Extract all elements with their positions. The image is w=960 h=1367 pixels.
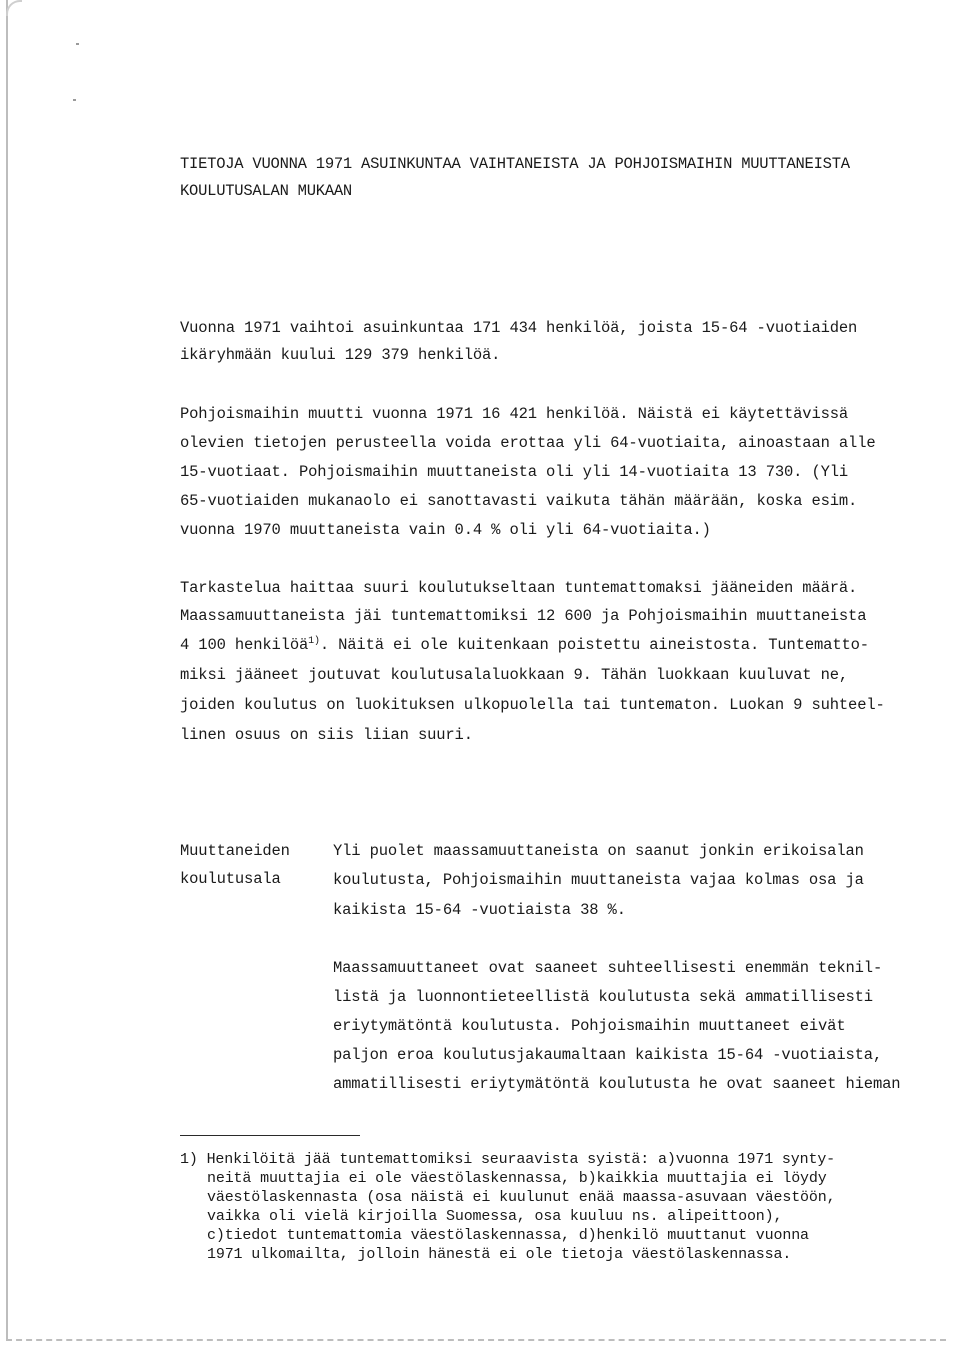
text-line: paljon eroa koulutusjakaumaltaan kaikista 15-64 -vuotiaista, <box>333 1046 883 1064</box>
text-line: olevien tietojen perusteella voida erottaa yli 64-vuotiaita, ainoastaan alle <box>180 434 876 452</box>
text-line: ammatillisesti eriytymätöntä koulutusta he ovat saaneet hieman <box>333 1075 901 1093</box>
text-line: koulutusta, Pohjoismaihin muuttaneista vajaa kolmas osa ja <box>333 871 864 889</box>
footnote-first-line <box>180 1150 835 1169</box>
text-line: Tarkastelua haittaa suuri koulutukseltaan tuntemattomaksi jääneiden määrä. <box>180 579 858 597</box>
text-line: Yli puolet maassamuuttaneista on saanut jonkin erikoisalan <box>333 842 864 860</box>
footnote-reference: 1) <box>308 636 320 647</box>
footnote-marker: 1) <box>180 1151 198 1168</box>
page-edge-corner <box>6 0 22 16</box>
text-line: listä ja luonnontieteellistä koulutusta sekä ammatillisesti <box>333 988 873 1006</box>
side-heading-line: Muuttaneiden <box>180 842 290 860</box>
text-line: eriytymätöntä koulutusta. Pohjoismaihin muuttaneet eivät <box>333 1017 846 1035</box>
page-edge-bottom <box>6 1339 946 1341</box>
text-line: vuonna 1970 muuttaneista vain 0.4 % oli yli 64-vuotiaita.) <box>180 521 711 539</box>
text-line: linen osuus on siis liian suuri. <box>180 726 473 744</box>
text-line: joiden koulutus on luokituksen ulkopuolella tai tuntematon. Luokan 9 suhteel- <box>180 696 885 714</box>
text-line: kaikista 15-64 -vuotiaista 38 %. <box>333 901 626 919</box>
text-line: ikäryhmään kuului 129 379 henkilöä. <box>180 346 501 364</box>
text-line: Maassamuuttaneet ovat saaneet suhteellisesti enemmän teknil- <box>333 959 883 977</box>
scan-speck <box>73 99 76 101</box>
footnote-line: vaikka oli vielä kirjoilla Suomessa, osa kuuluu ns. alipeittoon), <box>207 1208 783 1225</box>
text-line: 65-vuotiaiden mukanaolo ei sanottavasti vaikuta tähän määrään, koska esim. <box>180 492 858 510</box>
text-line: Maassamuuttaneista jäi tuntemattomiksi 12 600 ja Pohjoismaihin muuttaneista <box>180 607 867 625</box>
text-line: Pohjoismaihin muutti vuonna 1971 16 421 henkilöä. Näistä ei käytettävissä <box>180 405 849 423</box>
text-run: Henkilöitä jää tuntemattomiksi seuraavista syistä: a)vuonna 1971 synty- <box>206 1151 836 1168</box>
footnote-line: c)tiedot tuntemattomia väestölaskennassa, d)henkilö muuttanut vuonna <box>207 1227 809 1244</box>
title-line: KOULUTUSALAN MUKAAN <box>180 182 352 200</box>
text-line: miksi jääneet joutuvat koulutusalaluokkaan 9. Tähän luokkaan kuuluvat ne, <box>180 666 849 684</box>
text-line <box>180 635 869 655</box>
footnote-line: väestölaskennasta (osa näistä ei kuulunut enää maassa-asuvaan väestöön, <box>207 1189 836 1206</box>
side-heading-line: koulutusala <box>180 870 281 888</box>
title-line: TIETOJA VUONNA 1971 ASUINKUNTAA VAIHTANEISTA JA POHJOISMAIHIN MUUTTANEISTA <box>180 155 850 173</box>
footnote-rule <box>180 1135 360 1136</box>
footnote-line: neitä muuttajia ei ole väestölaskennassa, b)kaikkia muuttajia ei löydy <box>207 1170 827 1187</box>
text-run: 4 100 henkilöä <box>180 636 309 654</box>
text-line: 15-vuotiaat. Pohjoismaihin muuttaneista oli yli 14-vuotiaita 13 730. (Yli <box>180 463 849 481</box>
text-run: . Näitä ei ole kuitenkaan poistettu aineistosta. Tuntematto- <box>319 636 869 654</box>
page-edge-left <box>6 0 8 1340</box>
text-line: Vuonna 1971 vaihtoi asuinkuntaa 171 434 henkilöä, joista 15-64 -vuotiaiden <box>180 319 858 337</box>
scan-speck <box>76 43 79 45</box>
footnote-line: 1971 ulkomailta, jolloin hänestä ei ole tietoja väestölaskennassa. <box>207 1246 792 1263</box>
